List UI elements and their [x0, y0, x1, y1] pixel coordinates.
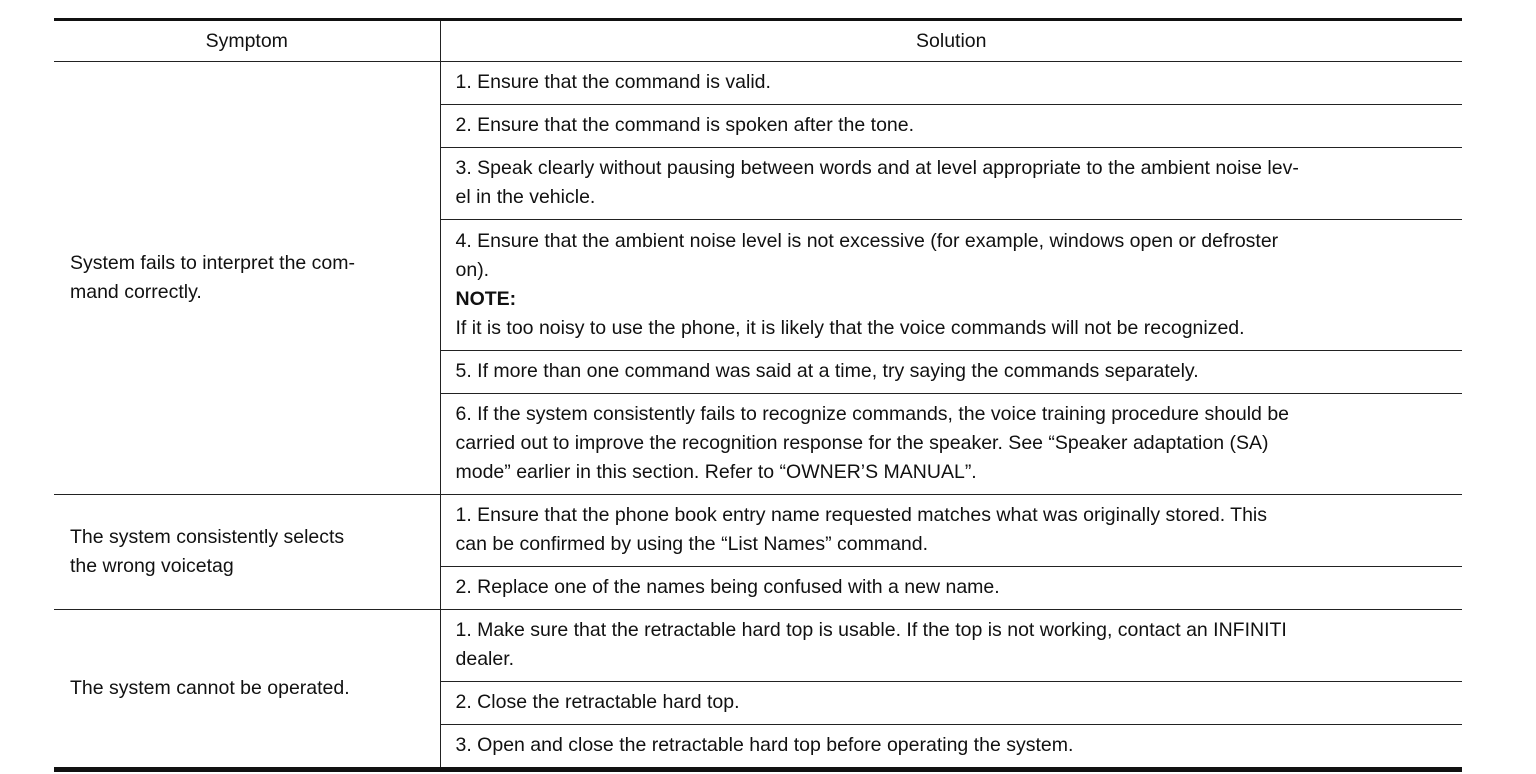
symptom-cell-cannot-operate: The system cannot be operated. — [54, 610, 440, 770]
solution-line: 6. If the system consistently fails to recognize commands, the voice training procedure should be — [455, 403, 1290, 425]
table-header-row — [54, 20, 1462, 62]
symptom-line: the wrong voicetag — [70, 554, 234, 577]
solution-line: 1. Ensure that the phone book entry name requested matches what was originally stored. This — [455, 504, 1268, 526]
solution-cell — [440, 495, 1462, 567]
solution-line: el in the vehicle. — [455, 186, 596, 208]
solution-line: can be confirmed by using the “List Names” command. — [455, 533, 929, 555]
table-row — [54, 62, 1462, 105]
solution-cell — [440, 394, 1462, 495]
symptom-line: mand correctly. — [70, 280, 202, 303]
solution-line: 3. Speak clearly without pausing between words and at level appropriate to the ambient noise lev- — [455, 157, 1299, 179]
symptom-line: System fails to interpret the com- — [70, 251, 356, 274]
solution-cell: 2. Replace one of the names being confused with a new name. — [440, 567, 1462, 610]
solution-cell — [440, 148, 1462, 220]
solution-cell-with-note — [440, 220, 1462, 351]
table-row — [54, 495, 1462, 567]
table-row — [54, 610, 1462, 682]
note-label: NOTE: — [455, 287, 517, 310]
solution-column-header: Solution — [440, 20, 1462, 62]
solution-cell — [440, 610, 1462, 682]
troubleshooting-page — [54, 18, 1462, 770]
solution-line: 4. Ensure that the ambient noise level is not excessive (for example, windows open or defroster — [455, 229, 1279, 252]
solution-cell: 3. Open and close the retractable hard top before operating the system. — [440, 725, 1462, 770]
note-text: If it is too noisy to use the phone, it is likely that the voice commands will not be recognized. — [455, 316, 1245, 339]
solution-line: on). — [455, 258, 490, 281]
solution-cell: 1. Ensure that the command is valid. — [440, 62, 1462, 105]
troubleshooting-table — [54, 18, 1462, 772]
symptom-cell-wrong-voicetag — [54, 495, 440, 610]
solution-line: mode” earlier in this section. Refer to “OWNER’S MANUAL”. — [455, 461, 977, 483]
solution-cell: 5. If more than one command was said at a time, try saying the commands separately. — [440, 351, 1462, 394]
symptom-cell-interpret-command — [54, 62, 440, 495]
solution-line: dealer. — [455, 648, 515, 670]
solution-line: carried out to improve the recognition response for the speaker. See “Speaker adaptation (SA) — [455, 432, 1269, 454]
symptom-column-header: Symptom — [54, 20, 440, 62]
solution-cell: 2. Ensure that the command is spoken after the tone. — [440, 105, 1462, 148]
symptom-line: The system consistently selects — [70, 525, 345, 548]
solution-cell: 2. Close the retractable hard top. — [440, 682, 1462, 725]
solution-line: 1. Make sure that the retractable hard top is usable. If the top is not working, contact an INFINITI — [455, 619, 1287, 641]
